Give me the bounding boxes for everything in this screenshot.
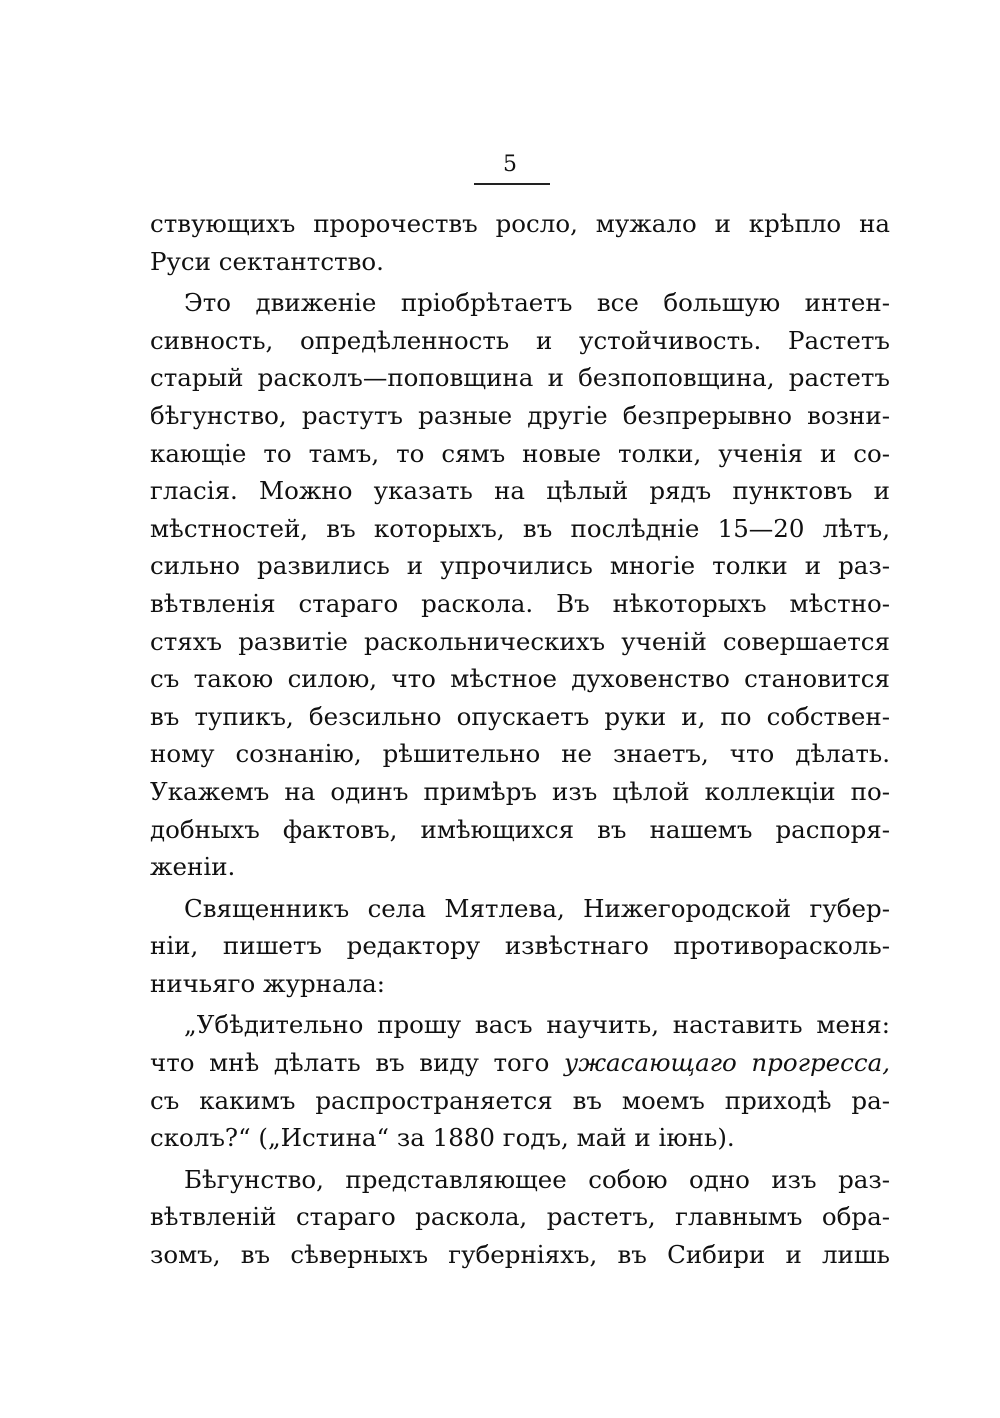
text-line: бѣгунство, растутъ разные другіе безпрерывно возни- [150, 400, 890, 430]
body-text [150, 205, 890, 1278]
text-segment: что мнѣ дѣлать въ виду того [150, 1048, 550, 1078]
text-line: добныхъ фактовъ, имѣющихся въ нашемъ распоря- [150, 814, 890, 844]
text-line: вѣтвленій стараго раскола, растетъ, главнымъ обра- [150, 1202, 890, 1232]
page-number: 5 [503, 152, 517, 177]
text-line: женіи. [150, 852, 236, 882]
italic-emphasis: ужасающаго прогресса, [563, 1048, 891, 1078]
text-line: Бѣгунство, представляющее собою одно изъ раз- [184, 1164, 890, 1194]
paragraph-begunstvo [150, 1161, 890, 1274]
paragraph-sectarianism [150, 284, 890, 886]
text-line: сильно развились и упрочились многіе толки и раз- [150, 551, 890, 581]
text-line: зомъ, въ сѣверныхъ губерніяхъ, въ Сибири и лишь [150, 1240, 890, 1270]
text-line: Это движеніе пріобрѣтаетъ все большую интен- [184, 288, 890, 318]
text-line: старый расколъ—поповщина и безпоповщина, растетъ [150, 363, 890, 393]
paragraph-priest-letter [150, 890, 890, 1003]
text-line: Священникъ села Мятлева, Нижегородской губер- [184, 893, 890, 923]
paragraph-quotation [150, 1006, 890, 1156]
text-line: съ такою силою, что мѣстное духовенство становится [150, 664, 890, 694]
text-line: Укажемъ на одинъ примѣръ изъ цѣлой коллекціи по- [150, 776, 890, 806]
text-line: ному сознанію, рѣшительно не знаетъ, что дѣлать. [150, 739, 890, 769]
text-line: ничьяго журнала: [150, 968, 386, 998]
text-line: ствующихъ пророчествъ росло, мужало и крѣпло на [150, 209, 890, 238]
text-line: кающіе то тамъ, то сямъ новые толки, ученія и со- [150, 438, 890, 468]
text-line: ніи, пишетъ редактору извѣстнаго противорасколь- [150, 931, 890, 961]
text-line: „Убѣдительно прошу васъ научить, наставить меня: [184, 1010, 890, 1040]
text-line: съ какимъ распространяется въ моемъ приходѣ ра- [150, 1085, 890, 1115]
text-line: сивность, опредѣленность и устойчивость. Растетъ [150, 325, 890, 355]
text-line: въ тупикъ, безсильно опускаетъ руки и, по собствен- [150, 701, 890, 731]
text-line: стяхъ развитіе раскольническихъ ученій совершается [150, 626, 890, 656]
text-line: гласія. Можно указать на цѣлый рядъ пунктовъ и [150, 476, 890, 506]
text-line [150, 1044, 890, 1082]
page-number-rule [474, 183, 550, 185]
paragraph-continuation [150, 205, 890, 280]
text-line: мѣстностей, въ которыхъ, въ послѣдніе 15—20 лѣтъ, [150, 513, 890, 543]
text-line: Руси сектантство. [150, 246, 384, 276]
text-line: вѣтвленія стараго раскола. Въ нѣкоторыхъ мѣстно- [150, 588, 890, 618]
text-line: сколъ?“ („Истина“ за 1880 годъ, май и іюнь). [150, 1123, 735, 1153]
